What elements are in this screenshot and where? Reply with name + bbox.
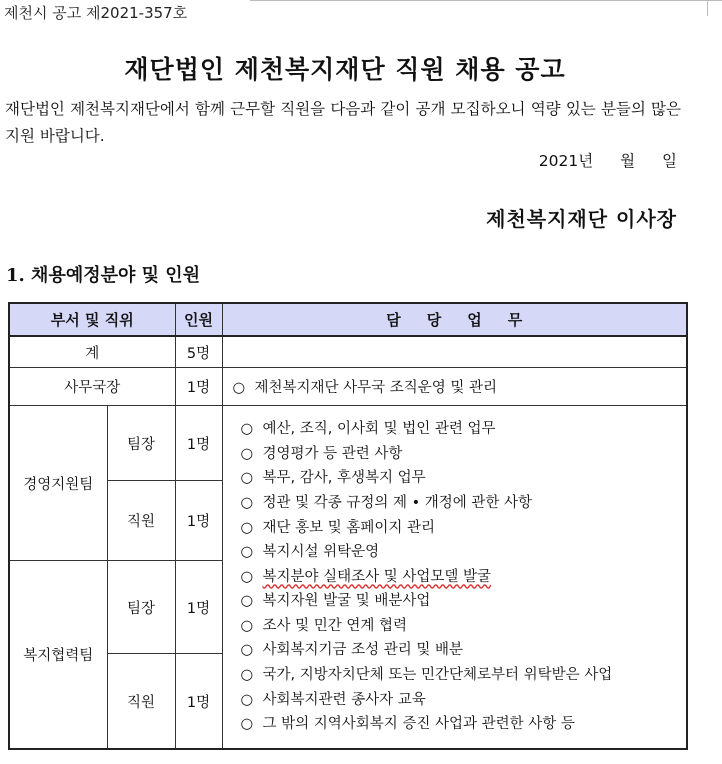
office-manager-count: 1명: [175, 368, 222, 406]
list-item: ○ 복지시설 위탁운영: [241, 540, 687, 565]
table-row: [9, 406, 687, 481]
circle-bullet-icon: ○: [240, 667, 254, 684]
list-item: ○ 국가, 지방자치단체 또는 민간단체로부터 위탁받은 사업: [241, 663, 687, 688]
list-item: ○ 경영평가 등 관련 사항: [241, 442, 687, 467]
page-border: [250, 0, 722, 1]
circle-bullet-icon: ○: [240, 617, 254, 634]
total-count: 5명: [175, 336, 222, 368]
notice-date: 2021년 월 일: [538, 152, 677, 170]
list-item: ○ 예산, 조직, 이사회 및 법인 관련 업무: [241, 417, 687, 442]
total-duty: [222, 336, 687, 368]
table-row-total: [9, 336, 687, 368]
position-count: 1명: [175, 561, 222, 654]
circle-bullet-icon: ○: [240, 568, 254, 585]
circle-bullet-icon: ○: [240, 421, 254, 438]
list-item: ○ 정관 및 각종 규정의 제 • 개정에 관한 사항: [241, 491, 687, 516]
header-dept-position: 부서 및 직위: [9, 303, 175, 336]
position-title: 팀장: [107, 561, 175, 654]
office-manager-label: 사무국장: [9, 368, 175, 406]
intro-paragraph: 재단법인 제천복지재단에서 함께 근무할 직원을 다음과 같이 공개 모집하오니 역량 있는 분들의 많은 지원 바랍니다.: [5, 100, 681, 145]
list-item: ○ 조사 및 민간 연계 협력: [241, 614, 687, 639]
document-title: 재단법인 제천복지재단 직원 채용 공고: [124, 55, 566, 84]
position-title: 직원: [107, 654, 175, 750]
header-headcount: 인원: [175, 303, 222, 336]
circle-bullet-icon: ○: [240, 593, 254, 610]
list-item: ○ 그 밖의 지역사회복지 증진 사업과 관련한 사항 등: [241, 712, 687, 737]
circle-bullet-icon: ○: [240, 642, 254, 659]
circle-bullet-icon: ○: [240, 716, 254, 733]
duty-list: [233, 413, 687, 741]
duty-text: 제천복지재단 사무국 조직운영 및 관리: [254, 380, 498, 396]
team-name: 복지협력팀: [9, 561, 107, 750]
circle-bullet-icon: ○: [240, 544, 254, 561]
circle-bullet-icon: ○: [240, 470, 254, 487]
list-item: ○ 사회복지기금 조성 관리 및 배분: [241, 638, 687, 663]
list-item: ○ 재단 홍보 및 홈페이지 관리: [241, 516, 687, 541]
circle-bullet-icon: ○: [240, 445, 254, 462]
position-count: 1명: [175, 654, 222, 750]
list-item: ○ 복지분야 실태조사 및 사업모델 발굴: [241, 565, 687, 590]
list-item: ○ 복무, 감사, 후생복지 업무: [241, 466, 687, 491]
position-count: 1명: [175, 406, 222, 481]
team-name: 경영지원팀: [9, 406, 107, 561]
table-header-row: [9, 303, 687, 336]
total-label: 계: [9, 336, 175, 368]
page-border: [707, 0, 708, 16]
position-title: 팀장: [107, 406, 175, 481]
list-item: ○ 사회복지관련 종사자 교육: [241, 688, 687, 713]
issuer: 제천복지재단 이사장: [486, 207, 677, 231]
position-count: 1명: [175, 481, 222, 561]
list-item: ○ 복지자원 발굴 및 배분사업: [241, 589, 687, 614]
recruitment-table: [8, 302, 688, 750]
table-row-office-manager: [9, 368, 687, 406]
circle-bullet-icon: ○: [232, 380, 246, 396]
circle-bullet-icon: ○: [240, 519, 254, 536]
office-manager-duty: [222, 368, 687, 406]
section-heading: 1. 채용예정분야 및 인원: [6, 265, 201, 286]
team-duties-cell: [222, 406, 687, 750]
position-title: 직원: [107, 481, 175, 561]
circle-bullet-icon: ○: [240, 494, 254, 511]
circle-bullet-icon: ○: [240, 691, 254, 708]
notice-number: 제천시 공고 제2021-357호: [4, 4, 188, 22]
header-duties: 담당업무: [222, 303, 687, 336]
